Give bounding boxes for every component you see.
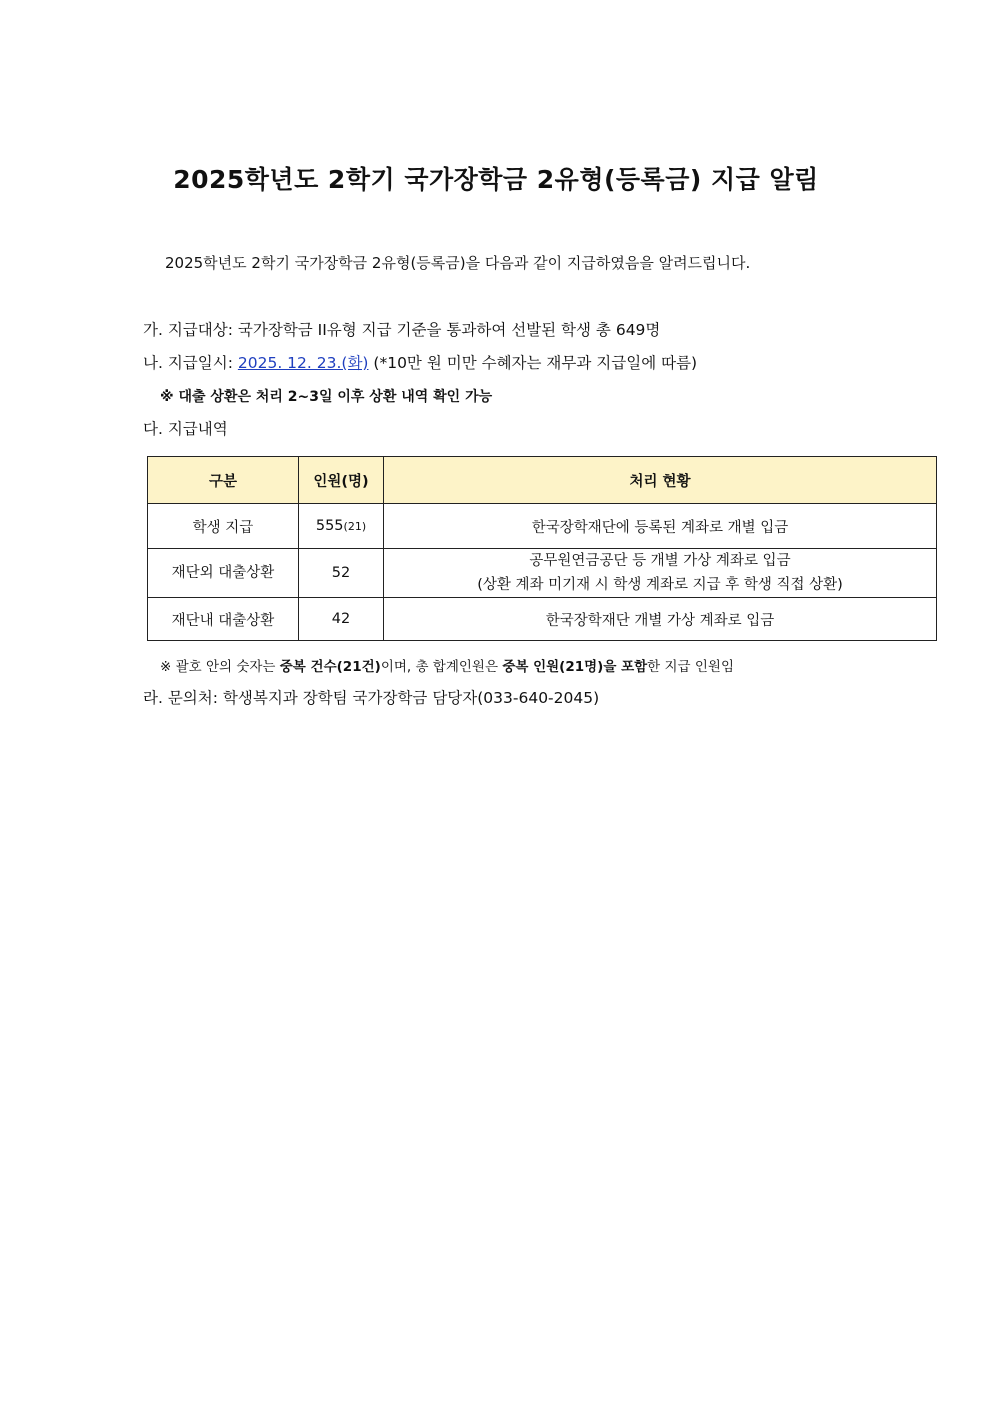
cell-count: 52 [299,549,384,598]
status-line-2: (상환 계좌 미기재 시 학생 계좌로 지급 후 학생 직접 상환) [477,577,843,593]
footnote-text: ※ 괄호 안의 숫자는 [160,659,280,675]
count-value: 555 [315,518,344,534]
table-footnote [160,655,734,675]
intro-text: 2025학년도 2학기 국가장학금 2유형(등록금)을 다음과 같이 지급하였음을 알려드립니다. [165,254,751,272]
item-payment-date-note: (*10만 원 미만 수혜자는 재무과 지급일에 따름) [368,354,698,372]
cell-status [384,549,937,598]
count-duplicate: (21) [343,520,367,533]
cell-status: 한국장학재단 개별 가상 계좌로 입금 [384,598,937,641]
item-contact: 라. 문의처: 학생복지과 장학팀 국가장학금 담당자(033-640-2045) [143,689,600,707]
cell-count [299,504,384,549]
item-target: 가. 지급대상: 국가장학금 II유형 지급 기준을 통과하여 선발된 학생 총 649명 [143,321,661,339]
cell-status: 한국장학재단에 등록된 계좌로 개별 입금 [384,504,937,549]
table-row [148,549,937,598]
page-title: 2025학년도 2학기 국가장학금 2유형(등록금) 지급 알림 [173,165,819,194]
item-payment-date-label: 나. 지급일시: [143,354,238,372]
footnote-bold-included: 중복 인원(21명)을 포함 [502,659,648,675]
cell-category: 학생 지급 [148,504,299,549]
footnote-text: 한 지급 인원임 [647,659,735,675]
loan-repayment-note: ※ 대출 상환은 처리 2~3일 이후 상환 내역 확인 가능 [160,389,493,405]
table-row [148,504,937,549]
table-header-row [148,457,937,504]
footnote-bold-duplicates: 중복 건수(21건) [279,659,381,675]
item-payment-date [143,351,697,373]
item-payment-details: 다. 지급내역 [143,420,228,438]
status-line-1: 공무원연금공단 등 개별 가상 계좌로 입금 [529,553,791,569]
cell-count: 42 [299,598,384,641]
cell-category: 재단내 대출상환 [148,598,299,641]
cell-category: 재단외 대출상환 [148,549,299,598]
footnote-text: 이며, 총 합계인원은 [380,659,503,675]
payment-table [147,456,937,641]
table-row [148,598,937,641]
header-status: 처리 현황 [384,457,937,504]
header-category: 구분 [148,457,299,504]
header-count: 인원(명) [299,457,384,504]
payment-date-link[interactable]: 2025. 12. 23.(화) [237,354,369,372]
